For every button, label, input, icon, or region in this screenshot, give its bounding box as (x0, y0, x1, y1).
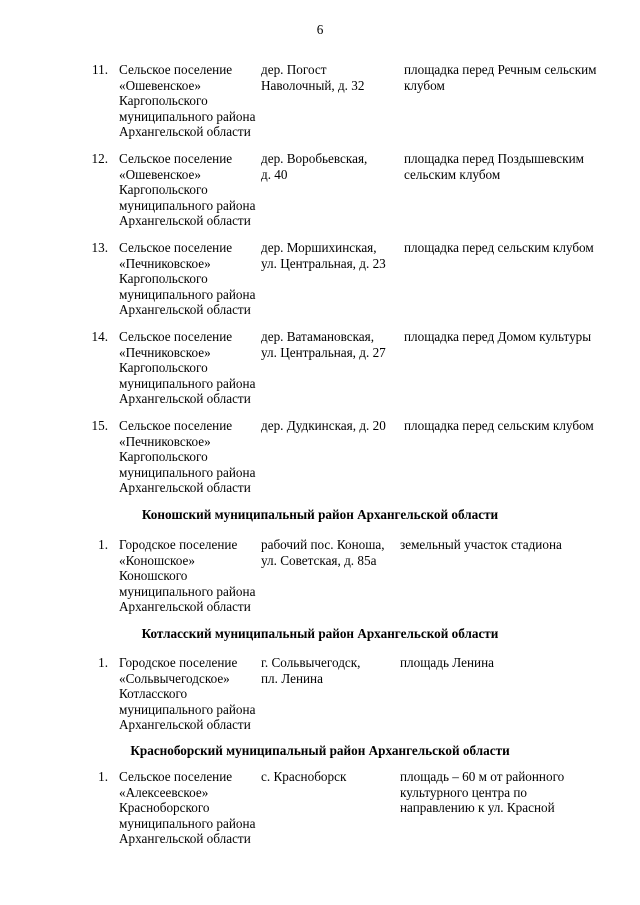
address-line: ул. Советская, д. 85а (261, 552, 377, 568)
address-line: с. Красноборск (261, 769, 347, 784)
place-line: площадка перед Домом культуры (404, 329, 592, 344)
place-cell (400, 537, 600, 553)
settlement-cell (119, 655, 259, 733)
settlement-line: Каргопольского (119, 182, 208, 197)
settlement-line: муниципального района (119, 815, 256, 831)
settlement-cell (119, 151, 259, 229)
settlement-line: «Ошевенское» (119, 166, 201, 182)
row-number: 1. (98, 769, 108, 784)
settlement-line: Красноборского (119, 800, 210, 815)
settlement-cell (119, 537, 259, 615)
row-number: 1. (98, 655, 108, 670)
row-number: 13. (91, 240, 108, 255)
place-cell (404, 151, 614, 182)
settlement-line: муниципального района (119, 197, 256, 213)
address-line: рабочий пос. Коноша, (261, 537, 385, 552)
settlement-line: Коношского (119, 568, 188, 583)
address-line: ул. Центральная, д. 23 (261, 255, 386, 271)
address-line: г. Сольвычегодск, (261, 655, 361, 670)
place-line: площадка перед Поздышевским (404, 151, 584, 166)
settlement-line: муниципального района (119, 701, 256, 717)
settlement-line: Архангельской области (119, 124, 251, 139)
settlement-line: Сельское поселение (119, 62, 233, 77)
place-line: культурного центра по (400, 784, 528, 800)
district-heading: Котласский муниципальный район Архангельской области (141, 626, 499, 641)
settlement-line: Каргопольского (119, 360, 208, 375)
place-cell (400, 655, 600, 671)
page-number: 6 (316, 22, 324, 37)
settlement-line: Городское поселение (119, 537, 238, 552)
settlement-cell (119, 769, 259, 847)
address-line: ул. Центральная, д. 27 (261, 344, 386, 360)
address-line: д. 40 (261, 166, 288, 182)
settlement-line: «Ошевенское» (119, 77, 201, 93)
settlement-cell (119, 240, 259, 318)
settlement-line: «Печниковское» (119, 255, 211, 271)
settlement-line: Городское поселение (119, 655, 238, 670)
address-line: дер. Моршихинская, (261, 240, 377, 255)
settlement-line: Каргопольского (119, 449, 208, 464)
settlement-line: муниципального района (119, 108, 256, 124)
settlement-cell (119, 62, 259, 140)
settlement-line: «Алексеевское» (119, 784, 209, 800)
place-cell (404, 62, 614, 93)
settlement-cell (119, 329, 259, 407)
place-cell (404, 329, 614, 345)
settlement-line: муниципального района (119, 286, 256, 302)
settlement-line: Сельское поселение (119, 769, 233, 784)
place-cell (404, 240, 614, 256)
settlement-line: Сельское поселение (119, 418, 233, 433)
settlement-line: Архангельской области (119, 480, 251, 495)
address-line: дер. Погост (261, 62, 327, 77)
place-line: площадка перед Речным сельским (404, 62, 597, 77)
address-line: Наволочный, д. 32 (261, 77, 365, 93)
address-line: дер. Воробьевская, (261, 151, 368, 166)
address-cell (261, 240, 396, 271)
address-cell (261, 329, 396, 360)
settlement-line: Архангельской области (119, 213, 251, 228)
settlement-line: муниципального района (119, 464, 256, 480)
place-cell (400, 769, 600, 816)
settlement-line: Архангельской области (119, 302, 251, 317)
row-number: 15. (91, 418, 108, 433)
settlement-line: Архангельской области (119, 391, 251, 406)
settlement-line: Сельское поселение (119, 151, 233, 166)
address-cell (261, 769, 401, 785)
settlement-line: Архангельской области (119, 831, 251, 846)
settlement-line: Архангельской области (119, 599, 251, 614)
row-number: 14. (91, 329, 108, 344)
address-line: дер. Дудкинская, д. 20 (261, 418, 386, 433)
place-line: площадь Ленина (400, 655, 494, 670)
place-line: площадь – 60 м от районного (400, 769, 565, 784)
settlement-line: «Сольвычегодское» (119, 670, 230, 686)
address-cell (261, 537, 401, 568)
address-line: пл. Ленина (261, 670, 323, 686)
settlement-line: Каргопольского (119, 271, 208, 286)
row-number: 11. (92, 62, 108, 77)
address-cell (261, 418, 396, 434)
address-line: дер. Ватамановская, (261, 329, 375, 344)
place-cell (404, 418, 614, 434)
settlement-line: Сельское поселение (119, 329, 233, 344)
place-line: сельским клубом (404, 166, 501, 182)
settlement-line: Котласского (119, 686, 188, 701)
settlement-line: Архангельской области (119, 717, 251, 732)
place-line: площадка перед сельским клубом (404, 240, 594, 255)
settlement-line: Сельское поселение (119, 240, 233, 255)
address-cell (261, 655, 401, 686)
district-heading: Коношский муниципальный район Архангельской области (141, 507, 499, 522)
settlement-line: «Печниковское» (119, 433, 211, 449)
settlement-line: «Печниковское» (119, 344, 211, 360)
place-line: площадка перед сельским клубом (404, 418, 594, 433)
settlement-line: Каргопольского (119, 93, 208, 108)
address-cell (261, 151, 396, 182)
place-line: направлению к ул. Красной (400, 800, 555, 815)
row-number: 1. (98, 537, 108, 552)
district-heading: Красноборский муниципальный район Архангельской области (130, 743, 510, 758)
settlement-line: муниципального района (119, 375, 256, 391)
settlement-cell (119, 418, 259, 496)
settlement-line: муниципального района (119, 583, 256, 599)
settlement-line: «Коношское» (119, 552, 195, 568)
row-number: 12. (91, 151, 108, 166)
place-line: земельный участок стадиона (400, 537, 562, 552)
place-line: клубом (404, 77, 445, 93)
address-cell (261, 62, 396, 93)
